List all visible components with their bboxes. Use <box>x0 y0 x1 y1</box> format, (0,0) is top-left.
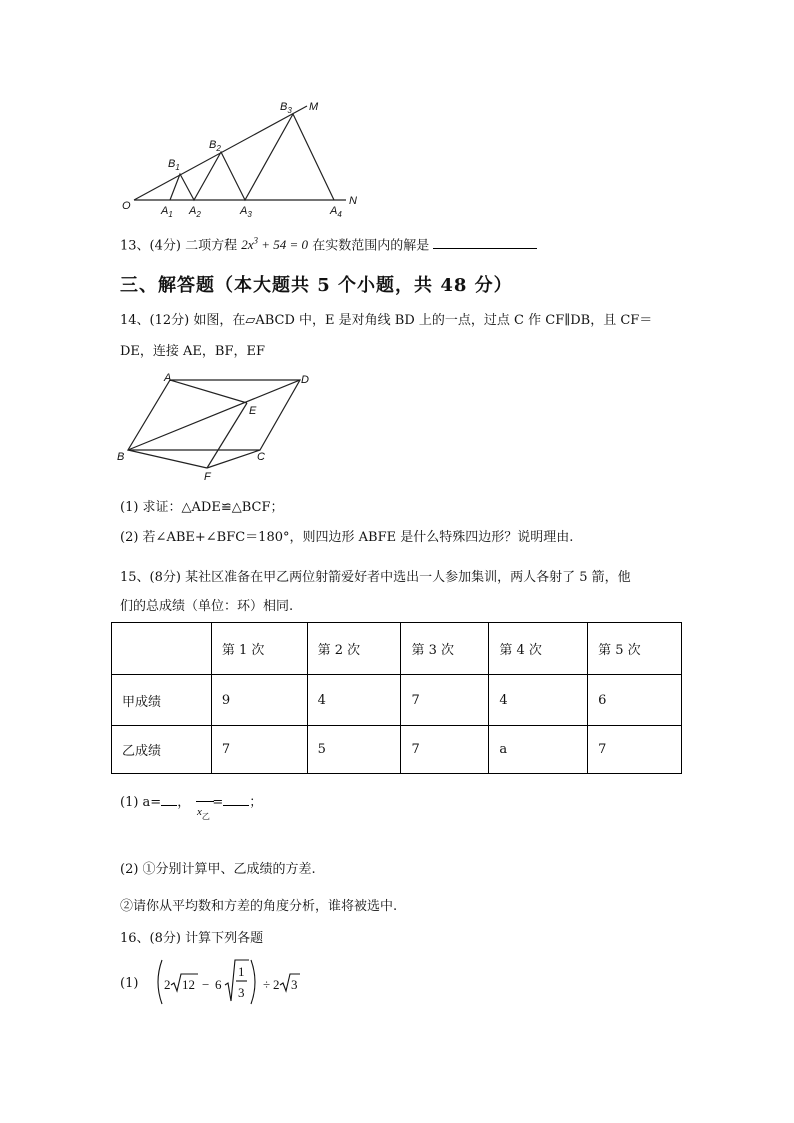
mean-symbol: $x_乙$ <box>197 806 210 821</box>
label-A1: $A_1$ <box>161 205 173 219</box>
q16-expression <box>152 957 302 1007</box>
q14-part-2: (2) 若∠ABE+∠BFC＝180°，则四边形 ABFE 是什么特殊四边形？说明理由. <box>120 530 574 545</box>
table-cell: 7 <box>588 726 682 774</box>
zigzag-path <box>170 114 334 200</box>
table-header-row <box>112 623 682 675</box>
label-A2: $A_2$ <box>189 205 201 219</box>
segment-AE <box>170 380 247 403</box>
label-A4: $A_4$ <box>330 205 342 219</box>
label-O: O <box>122 200 131 212</box>
label-B3: $B_3$ <box>280 101 292 115</box>
coef-2: 2 <box>164 977 171 992</box>
table-row <box>112 675 682 726</box>
q13-suffix: 在实数范围内的解是 <box>312 238 430 254</box>
label-N: N <box>349 195 357 207</box>
label-A: A <box>164 372 172 384</box>
coef-6: 6 <box>215 977 222 992</box>
label-F: F <box>204 471 211 483</box>
table-header-cell: 第 5 次 <box>588 623 682 675</box>
angle-zigzag-figure <box>110 92 370 222</box>
table-cell: 4 <box>489 675 588 726</box>
left-paren <box>158 960 162 1004</box>
q15-part-3: ②请你从平均数和方差的角度分析，谁将被选中. <box>120 899 398 914</box>
table-row <box>112 726 682 774</box>
q14-part-1: (1) 求证：△ADE≌△BCF； <box>120 500 284 515</box>
question-13 <box>120 232 537 255</box>
q13-equation: $2x^3 + 54 = 0$ <box>241 236 309 253</box>
q15-line-2: 们的总成绩（单位：环）相同. <box>120 599 294 614</box>
table-cell: 5 <box>307 726 401 774</box>
segment-CF <box>207 450 260 468</box>
q13-prefix: 13、(4分) 二项方程 <box>120 238 238 254</box>
minus-sign: − <box>202 977 210 992</box>
q16-part-1-label: (1) <box>120 976 139 991</box>
parallelogram-figure <box>110 368 320 484</box>
figure-labels <box>122 101 357 219</box>
table-cell: a <box>489 726 588 774</box>
table-cell: 7 <box>211 726 307 774</box>
table-cell: 7 <box>401 675 489 726</box>
table-cell: 甲成绩 <box>112 675 212 726</box>
diagonal-BD <box>128 380 300 450</box>
q16-line-1: 16、(8分) 计算下列各题 <box>120 931 264 946</box>
denominator-3: 3 <box>238 985 245 1000</box>
section-title: 三、解答题（本大题共 5 个小题，共 48 分） <box>120 275 513 296</box>
q15-part-2: (2) ①分别计算甲、乙成绩的方差. <box>120 862 316 877</box>
table-cell: 7 <box>401 726 489 774</box>
radicand-3: 3 <box>291 977 298 992</box>
scores-table <box>111 622 682 774</box>
q15-line-1: 15、(8分) 某社区准备在甲乙两位射箭爱好者中选出一人参加集训，两人各射了 5 箭，他 <box>120 570 631 585</box>
table-cell: 乙成绩 <box>112 726 212 774</box>
table-header-cell: 第 2 次 <box>307 623 401 675</box>
table-cell: 9 <box>211 675 307 726</box>
table-header-cell: 第 4 次 <box>489 623 588 675</box>
table-header-cell: 第 3 次 <box>401 623 489 675</box>
label-B2: $B_2$ <box>209 139 221 153</box>
answer-blank-a[interactable] <box>161 791 177 806</box>
label-C: C <box>257 451 265 463</box>
table-cell: 6 <box>588 675 682 726</box>
q15-part-1: (1) a= ， = ； <box>120 791 262 812</box>
label-M: M <box>309 101 319 113</box>
right-paren <box>251 960 255 1004</box>
label-B1: $B_1$ <box>168 158 180 172</box>
answer-blank[interactable] <box>433 234 537 249</box>
numerator-1: 1 <box>238 964 245 979</box>
label-B: B <box>117 451 125 463</box>
answer-blank-mean[interactable] <box>223 791 249 806</box>
segment-BF <box>128 450 207 468</box>
q14-line-1: 14、(12分) 如图，在▱ABCD 中，E 是对角线 BD 上的一点，过点 C 作 CF∥DB，且 CF＝ <box>120 313 653 328</box>
table-header-cell <box>112 623 212 675</box>
radicand-12: 12 <box>182 977 195 992</box>
q14-line-2: DE，连接 AE，BF，EF <box>120 344 266 359</box>
label-A3: $A_3$ <box>240 205 252 219</box>
segment-EF <box>207 403 247 468</box>
coef-2b: 2 <box>273 977 280 992</box>
label-D: D <box>301 374 309 386</box>
table-header-cell: 第 1 次 <box>211 623 307 675</box>
label-E: E <box>249 405 257 417</box>
table-cell: 4 <box>307 675 401 726</box>
mean-bar <box>196 801 214 802</box>
divide-sign: ÷ <box>263 977 271 992</box>
